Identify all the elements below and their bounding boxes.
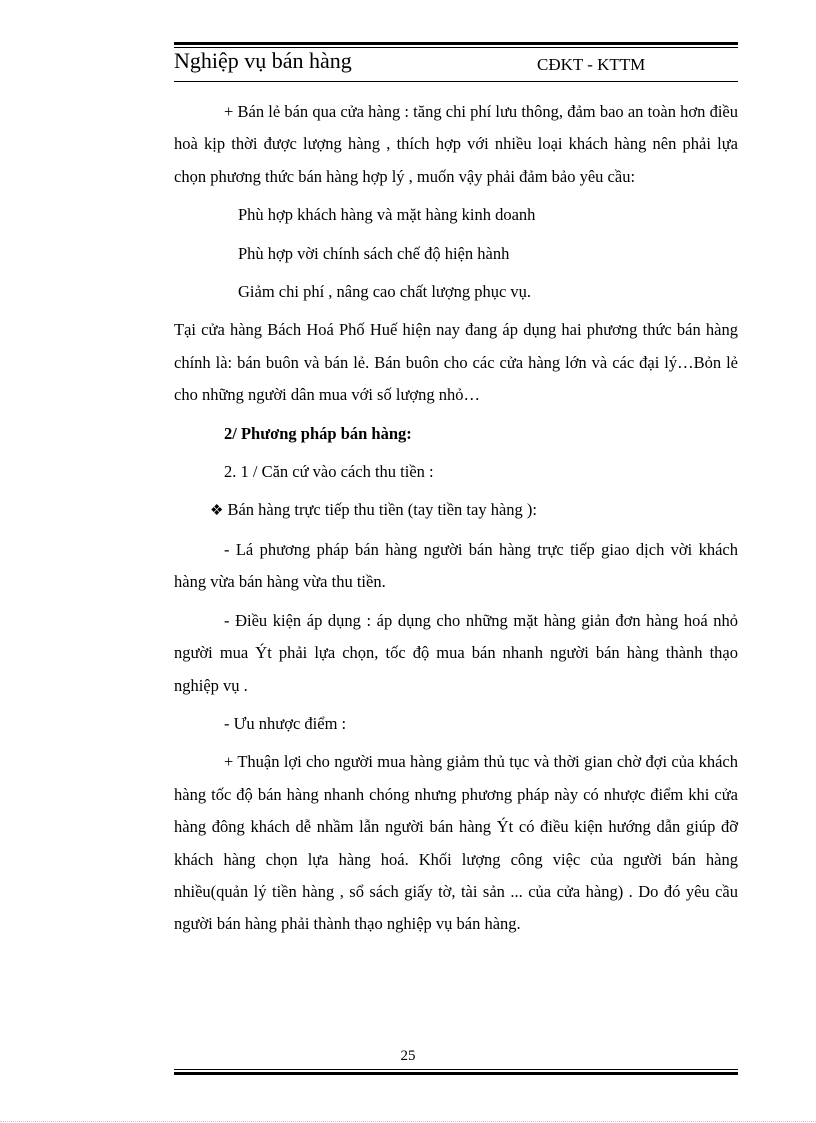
paragraph-store-methods: Tại cửa hàng Bách Hoá Phố Huế hiện nay đang áp dụng hai phương thức bán hàng chính là: bán buôn và bán lẻ. Bán buôn cho các cửa hàng lớn và các đại lý…Bỏn lẻ cho những người dân mua với số lượng nhỏ… [174, 320, 738, 405]
bullet-text: Bán hàng trực tiếp thu tiền (tay tiền tay hàng ): [227, 500, 537, 520]
header-department: CĐKT - KTTM [537, 55, 646, 74]
subsection-heading: 2. 1 / Căn cứ vào cách thu tiền : [224, 462, 434, 482]
paragraph-retail-store: + Bán lẻ bán qua cửa hàng : tăng chi phí lưu thông, đảm bao an toàn hơn điều hoà kịp thời được lượng hàng , thích hợp với nhiều loại khách hàng nên phải lựa chọn phương thức bán hàng hợp lý , muốn vậy phải đảm bảo yêu cầu: [174, 102, 738, 186]
page-edge-divider [0, 1121, 816, 1122]
requirement-item: Phù hợp vời chính sách chế độ hiện hành [238, 243, 510, 263]
footer-rule-thick [174, 1072, 738, 1075]
section-heading: 2/ Phương pháp bán hàng: [224, 423, 412, 443]
page-body [174, 96, 738, 941]
page-number: 25 [400, 1048, 416, 1064]
diamond-bullet-icon: ❖ [210, 503, 224, 520]
paragraph-definition: - Lá phương pháp bán hàng người bán hàng trực tiếp giao dịch vời khách hàng vừa bán hàng vừa thu tiền. [174, 539, 738, 592]
requirement-item: Giảm chi phí , nâng cao chất lượng phục vụ. [238, 282, 532, 302]
requirement-item: Phù hợp khách hàng và mặt hàng kinh doanh [238, 205, 536, 225]
paragraph-advantages: + Thuận lợi cho người mua hàng giảm thủ tục và thời gian chờ đợi của khách hàng tốc độ bán hàng nhanh chóng nhưng phương pháp này có nhược điểm khi cửa hàng đông khách dễ nhầm lẫn người bán hàng Ýt có điều kiện hướng dẫn giúp đỡ khách hàng chọn lựa hàng hoá. Khối lượng công việc của người bán hàng nhiều(quản lý tiền hàng , sổ sách giấy tờ, tài sản ... của cửa hàng) . Do đó yêu cầu người bán hàng phải thành thạo nghiệp vụ bán hàng. [174, 752, 738, 934]
header-bottom-rule [174, 81, 738, 82]
header-title: Nghiệp vụ bán hàng [174, 48, 352, 73]
bullet-item [174, 494, 738, 527]
paragraph-pros-cons-label: - Ưu nhược điểm : [224, 713, 347, 733]
paragraph-conditions: - Điều kiện áp dụng : áp dụng cho những mặt hàng giản đơn hàng hoá nhỏ người mua Ýt phải lựa chọn, tốc độ mua bán nhanh người bán hàng thành thạo nghiệp vụ . [174, 610, 738, 695]
footer-rule-thin [174, 1069, 738, 1070]
